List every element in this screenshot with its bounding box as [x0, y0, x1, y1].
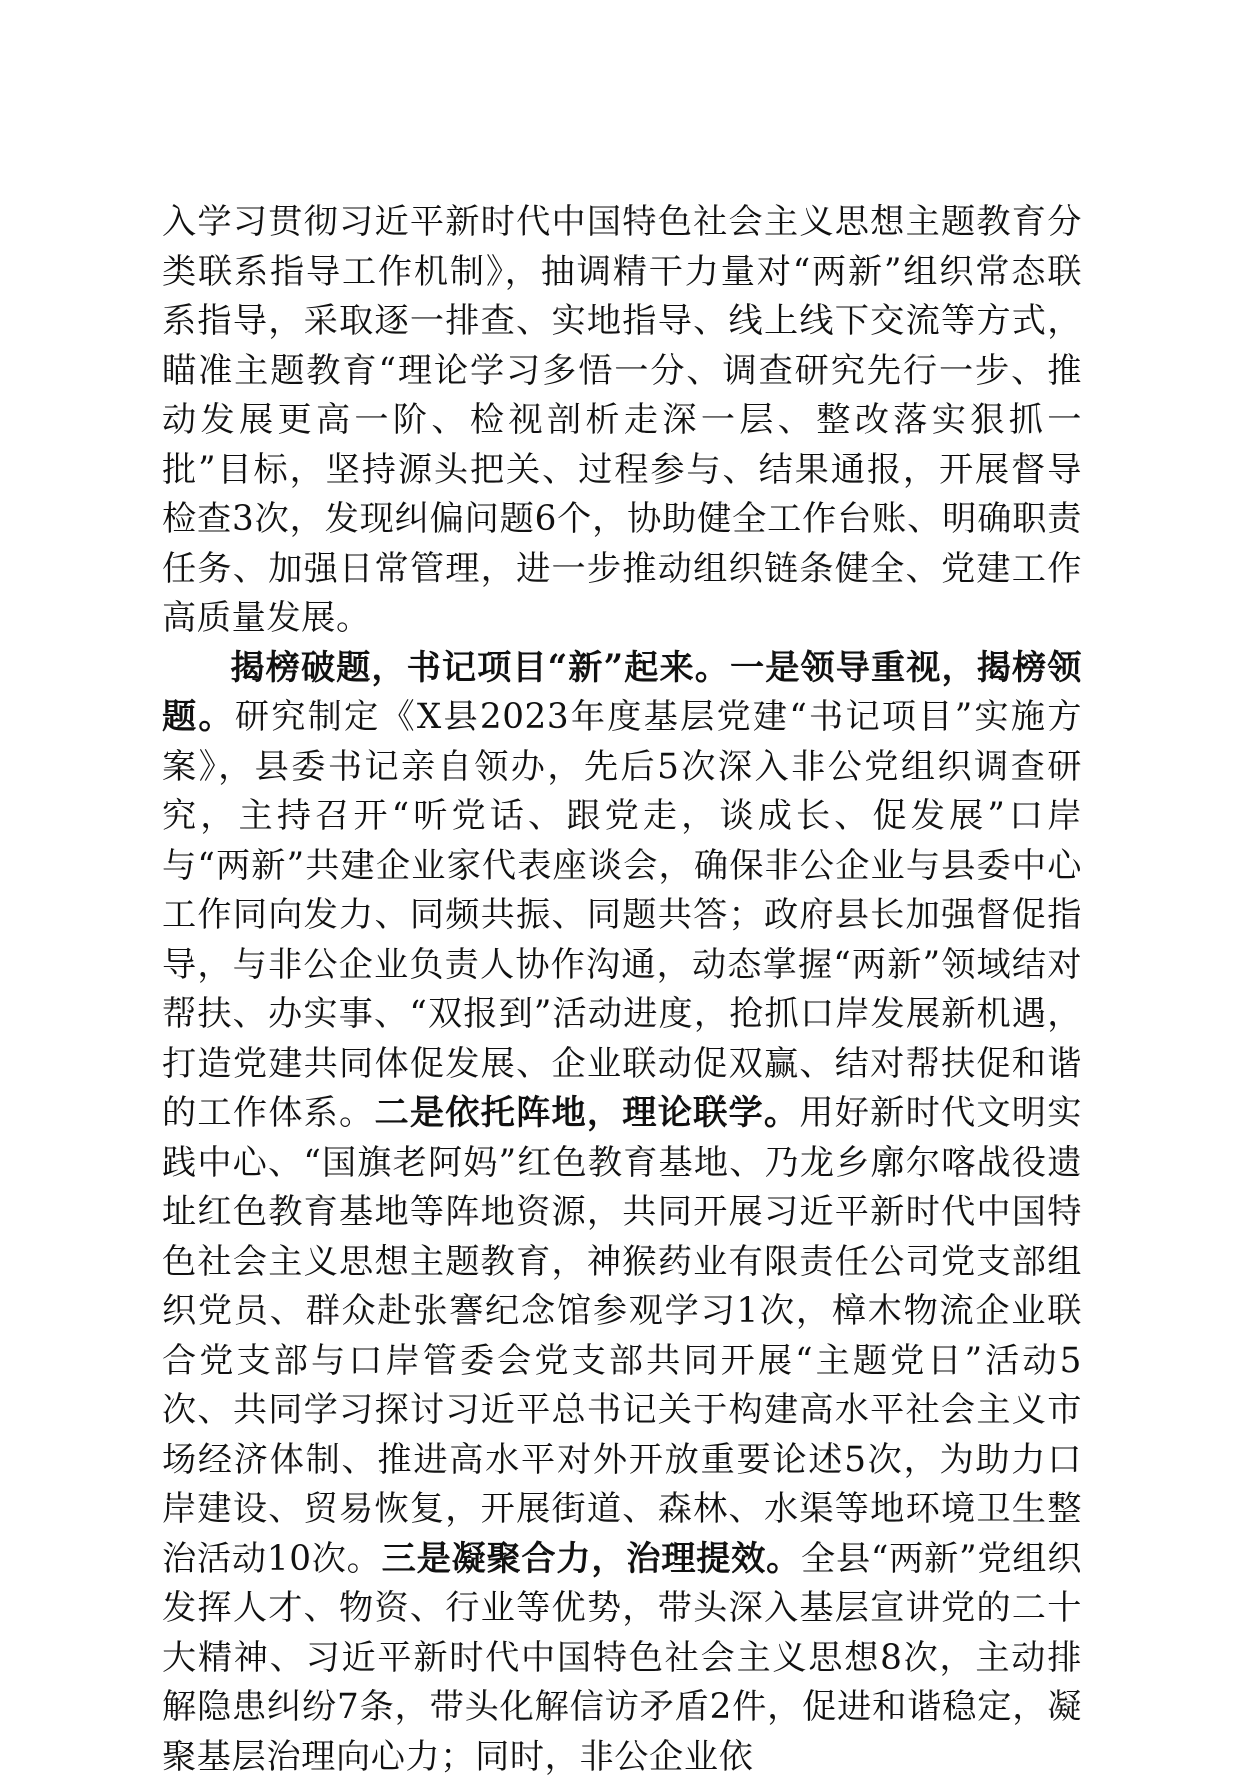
document-body	[162, 198, 1082, 1782]
point-3-title: 三是凝聚合力，治理提效。	[382, 1539, 801, 1579]
point-2-title: 二是依托阵地，理论联学。	[374, 1093, 799, 1133]
paragraph-secretary-projects	[162, 644, 1082, 1782]
section-heading: 揭榜破题，书记项目“新”起来。	[230, 648, 730, 688]
point-1-title: 一是领导重视，揭榜领题。	[162, 648, 1082, 738]
point-2-text: 用好新时代文明实践中心、“国旗老阿妈”红色教育基地、乃龙乡廓尔喀战役遗址红色教育基地等阵地资源，共同开展习近平新时代中国特色社会主义思想主题教育，神猴药业有限责任公司党支部组织党员、群众赴张謇纪念馆参观学习1次，樟木物流企业联合党支部与口岸管委会党支部共同开展“主题党日”活动5次、共同学习探讨习近平总书记关于构建高水平社会主义市场经济体制、推进高水平对外开放重要论述5次，为助力口岸建设、贸易恢复，开展街道、森林、水渠等地环境卫生整治活动10次。	[162, 1093, 1082, 1579]
point-3-text: 全县“两新”党组织发挥人才、物资、行业等优势，带头深入基层宣讲党的二十大精神、习近平新时代中国特色社会主义思想8次，主动排解隐患纠纷7条，带头化解信访矛盾2件，促进和谐稳定，凝聚基层治理向心力；同时，非公企业依	[162, 1539, 1082, 1777]
paragraph-continuation: 入学习贯彻习近平新时代中国特色社会主义思想主题教育分类联系指导工作机制》，抽调精干力量对“两新”组织常态联系指导，采取逐一排查、实地指导、线上线下交流等方式，瞄准主题教育“理论学习多悟一分、调查研究先行一步、推动发展更高一阶、检视剖析走深一层、整改落实狠抓一批”目标，坚持源头把关、过程参与、结果通报，开展督导检查3次，发现纠偏问题6个，协助健全工作台账、明确职责任务、加强日常管理，进一步推动组织链条健全、党建工作高质量发展。	[162, 198, 1082, 644]
point-1-text: 研究制定《X县2023年度基层党建“书记项目”实施方案》，县委书记亲自领办，先后5次深入非公党组织调查研究，主持召开“听党话、跟党走，谈成长、促发展”口岸与“两新”共建企业家代表座谈会，确保非公企业与县委中心工作同向发力、同频共振、同题共答；政府县长加强督促指导，与非公企业负责人协作沟通，动态掌握“两新”领域结对帮扶、办实事、“双报到”活动进度，抢抓口岸发展新机遇，打造党建共同体促发展、企业联动促双赢、结对帮扶促和谐的工作体系。	[162, 697, 1082, 1133]
